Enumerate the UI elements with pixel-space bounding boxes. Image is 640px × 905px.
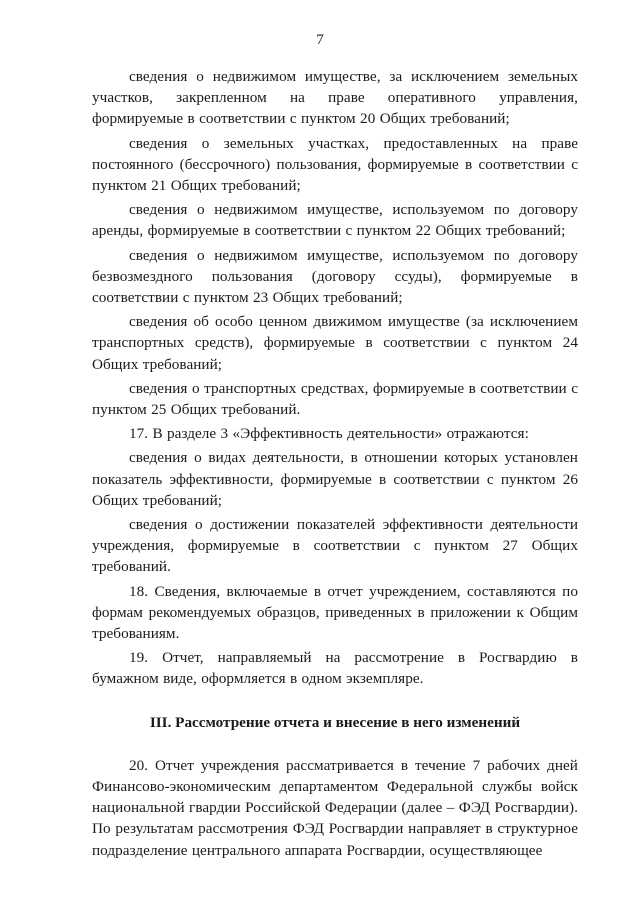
paragraph-activity-types: сведения о видах деятельности, в отношении которых установлен показатель эффективности, формируемые в соответствии с пунктом 26 Общих требований;	[92, 449, 578, 509]
paragraph-real-estate-lease: сведения о недвижимом имуществе, используемом по договору аренды, формируемые в соответствии с пунктом 22 Общих требований;	[92, 201, 578, 240]
paragraph-vehicles: сведения о транспортных средствах, формируемые в соответствии с пунктом 25 Общих требований.	[92, 379, 578, 419]
document-body	[92, 66, 578, 864]
paragraph-18-forms: 18. Сведения, включаемые в отчет учреждением, составляются по формам рекомендуемых образцов, приведенных в приложении к Общим требованиям.	[92, 582, 578, 643]
paragraph-land-plots: сведения о земельных участках, предоставленных на праве постоянного (бессрочного) пользования, формируемые в соответствии с пунктом 21 Общих требований;	[92, 134, 578, 195]
paragraph-real-estate-free-use: сведения о недвижимом имуществе, используемом по договору безвозмездного пользования (договору ссуды), формируемые в соответствии с пунктом 23 Общих требований;	[92, 246, 578, 307]
page-number: 7	[316, 32, 324, 48]
paragraph-17-section-3: 17. В разделе 3 «Эффективность деятельности» отражаются:	[129, 425, 529, 443]
paragraph-20-review: 20. Отчет учреждения рассматривается в течение 7 рабочих дней Финансово-экономическим департаментом Федеральной службы войск национальной гвардии Российской Федерации (далее – ФЭД Росгвардии). По результатам рассмотрения ФЭД Росгвардии направляет в структурное подразделение центрального аппарата Росгвардии, осуществляющее	[92, 756, 578, 859]
section-heading: III. Рассмотрение отчета и внесение в него изменений	[149, 713, 521, 731]
paragraph-19-paper-copy: 19. Отчет, направляемый на рассмотрение в Росгвардию в бумажном виде, оформляется в одном экземпляре.	[92, 649, 578, 688]
paragraph-efficiency-indicators: сведения о достижении показателей эффективности деятельности учреждения, формируемые в соответствии с пунктом 27 Общих требований.	[92, 516, 578, 576]
paragraph-real-estate-operational: сведения о недвижимом имуществе, за исключением земельных участков, закрепленном на праве оперативного управления, формируемые в соответствии с пунктом 20 Общих требований;	[92, 68, 578, 128]
paragraph-valuable-movable-property: сведения об особо ценном движимом имуществе (за исключением транспортных средств), формируемые в соответствии с пунктом 24 Общих требований;	[92, 313, 578, 373]
